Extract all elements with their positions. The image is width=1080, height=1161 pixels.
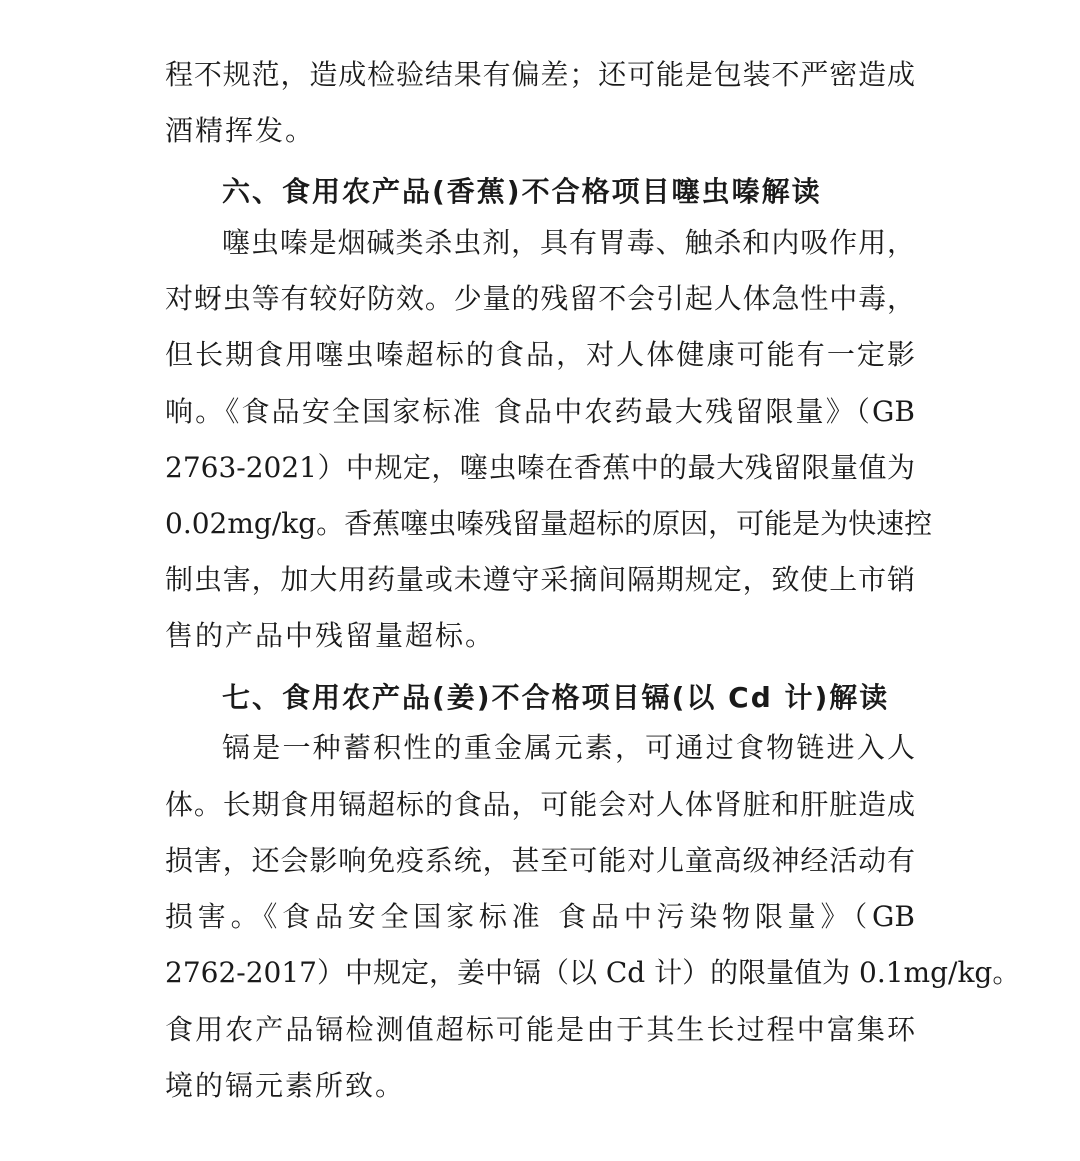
paragraph-line: 响。《食品安全国家标准 食品中农药最大残留限量》（GB <box>165 395 915 428</box>
section-heading-six: 六、食用农产品(香蕉)不合格项目噻虫嗪解读 <box>222 175 822 208</box>
paragraph-line: 0.02mg/kg。香蕉噻虫嗪残留量超标的原因，可能是为快速控 <box>165 507 933 540</box>
paragraph-line: 2762-2017）中规定，姜中镉（以 Cd 计）的限量值为 0.1mg/kg。 <box>165 956 1021 989</box>
paragraph-line: 售的产品中残留量超标。 <box>165 619 496 652</box>
paragraph-line: 食用农产品镉检测值超标可能是由于其生长过程中富集环 <box>165 1013 915 1046</box>
paragraph-line: 损害。《食品安全国家标准 食品中污染物限量》（GB <box>165 900 915 933</box>
paragraph-line: 噻虫嗪是烟碱类杀虫剂，具有胃毒、触杀和内吸作用， <box>222 226 915 259</box>
paragraph-line: 2763-2021）中规定，噻虫嗪在香蕉中的最大残留限量值为 <box>165 451 915 484</box>
paragraph-line: 体。长期食用镉超标的食品，可能会对人体肾脏和肝脏造成 <box>165 788 915 821</box>
paragraph-line: 境的镉元素所致。 <box>165 1069 406 1102</box>
paragraph-line: 对蚜虫等有较好防效。少量的残留不会引起人体急性中毒， <box>165 282 915 315</box>
paragraph-line: 损害，还会影响免疫系统，甚至可能对儿童高级神经活动有 <box>165 844 915 877</box>
paragraph-line: 程不规范，造成检验结果有偏差；还可能是包装不严密造成 <box>165 58 915 91</box>
paragraph-line: 酒精挥发。 <box>165 114 316 147</box>
paragraph-line: 镉是一种蓄积性的重金属元素，可通过食物链进入人 <box>222 731 915 764</box>
section-heading-seven: 七、食用农产品(姜)不合格项目镉(以 Cd 计)解读 <box>222 681 890 714</box>
paragraph-line: 但长期食用噻虫嗪超标的食品，对人体健康可能有一定影 <box>165 338 915 371</box>
paragraph-line: 制虫害，加大用药量或未遵守采摘间隔期规定，致使上市销 <box>165 563 915 596</box>
